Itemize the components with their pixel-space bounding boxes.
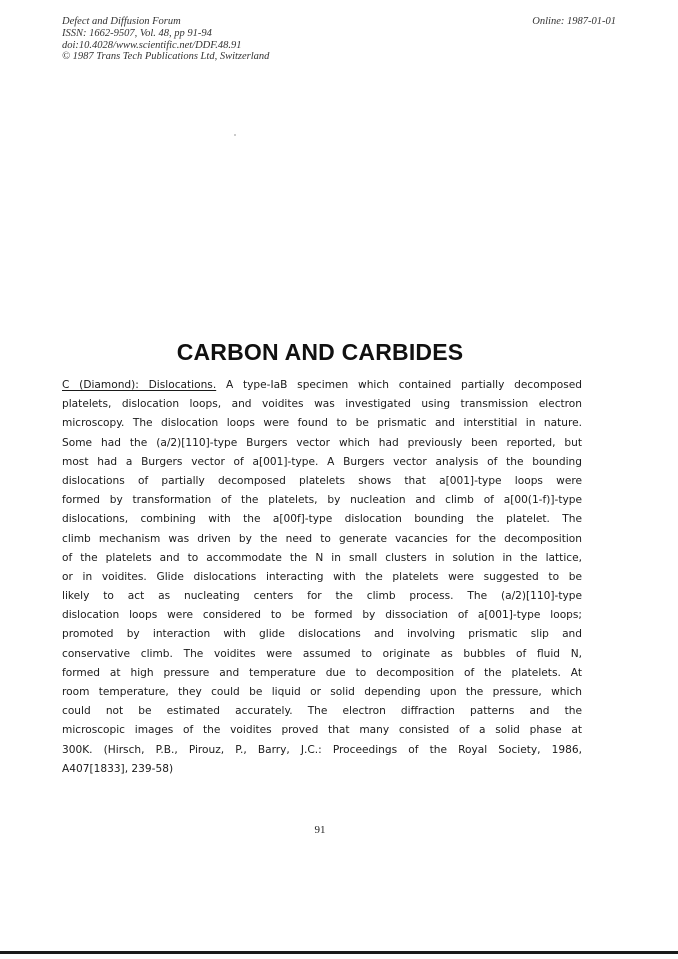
abstract-line: microscopy. The dislocation loops were found to be prismatic and interstitial in nature.	[62, 417, 582, 430]
abstract-line: Some had the (a/2)[110]-type Burgers vector which had previously been reported, but	[62, 436, 582, 449]
abstract-paragraph	[62, 376, 582, 779]
abstract-line: could not be estimated accurately. The electron diffraction patterns and the	[62, 705, 582, 718]
abstract-line: platelets, dislocation loops, and voidites was investigated using transmission electron	[62, 398, 582, 411]
abstract-line: climb mechanism was driven by the need to generate vacancies for the decomposition	[62, 532, 582, 545]
scan-speck	[234, 134, 236, 136]
copyright-line: © 1987 Trans Tech Publications Ltd, Switzerland	[62, 51, 270, 63]
abstract-line: room temperature, they could be liquid or solid depending upon the pressure, which	[62, 686, 582, 698]
abstract-line: dislocations of partially decomposed platelets shows that a[001]-type loops were	[62, 474, 582, 487]
section-title: CARBON AND CARBIDES	[176, 339, 464, 365]
abstract-line	[62, 376, 582, 395]
journal-header	[62, 16, 269, 63]
abstract-line: or in voidites. Glide dislocations interacting with the platelets were suggested to be	[62, 570, 582, 583]
abstract-heading: C (Diamond): Dislocations.	[62, 379, 217, 391]
journal-name: Defect and Diffusion Forum	[62, 16, 181, 27]
issn-line: ISSN: 1662-9507, Vol. 48, pp 91-94	[62, 27, 212, 39]
abstract-line: promoted by interaction with glide dislocations and involving prismatic slip and	[62, 628, 582, 641]
doi-line: doi:10.4028/www.scientific.net/DDF.48.91	[62, 39, 242, 51]
abstract-line: of the platelets and to accommodate the N in small clusters in solution in the lattice,	[62, 551, 582, 564]
footer-rule	[0, 951, 678, 954]
abstract-line: most had a Burgers vector of a[001]-type. A Burgers vector analysis of the bounding	[62, 455, 582, 468]
abstract-line: dislocations, combining with the a[00f]-type dislocation bounding the platelet. The	[62, 513, 582, 526]
abstract-line: A407[1833], 239-58)	[62, 762, 174, 775]
abstract-line: formed at high pressure and temperature due to decomposition of the platelets. At	[62, 666, 582, 679]
abstract-line: microscopic images of the voidites proved that many consisted of a solid phase at	[62, 724, 582, 737]
abstract-line-text: A type-IaB specimen which contained partially decomposed	[216, 379, 582, 391]
abstract-line: formed by transformation of the platelets, by nucleation and climb of a[00(1-f)]-type	[62, 494, 582, 507]
page-number: 91	[314, 824, 326, 836]
abstract-line: dislocation loops were considered to be formed by dissociation of a[001]-type loops;	[62, 609, 582, 622]
abstract-line: conservative climb. The voidites were assumed to originate as bubbles of fluid N,	[62, 647, 582, 660]
abstract-line: 300K. (Hirsch, P.B., Pirouz, P., Barry, J.C.: Proceedings of the Royal Society, 1986,	[62, 743, 582, 756]
online-date: Online: 1987-01-01	[532, 16, 616, 27]
abstract-line: likely to act as nucleating centers for the climb process. The (a/2)[110]-type	[62, 590, 582, 603]
